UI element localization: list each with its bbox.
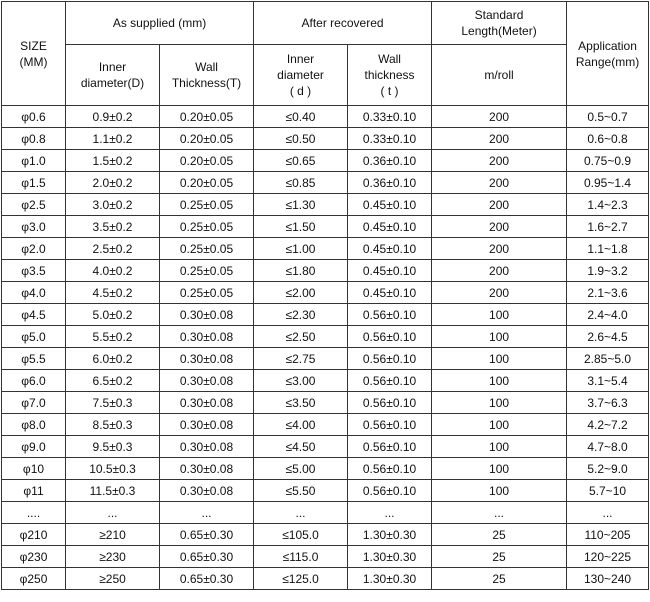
size-cell: φ10 bbox=[2, 458, 66, 480]
wall-thickness-t-cell: 0.45±0.10 bbox=[348, 260, 432, 282]
wall-thickness-t-cell: 0.56±0.10 bbox=[348, 370, 432, 392]
size-cell: φ4.5 bbox=[2, 304, 66, 326]
wall-thickness-t-cell: 0.56±0.10 bbox=[348, 414, 432, 436]
standard-length-cell: 200 bbox=[432, 106, 567, 128]
wall-thickness-t-cell: 0.56±0.10 bbox=[348, 436, 432, 458]
table-row bbox=[2, 524, 649, 546]
inner-diameter-D-cell: 10.5±0.3 bbox=[66, 458, 160, 480]
standard-length-cell: 200 bbox=[432, 216, 567, 238]
inner-diameter-D-cell: 4.0±0.2 bbox=[66, 260, 160, 282]
inner-diameter-d-line3: ( d ) bbox=[289, 84, 312, 98]
standard-length-cell: 25 bbox=[432, 524, 567, 546]
inner-diameter-d-cell: ≤3.00 bbox=[254, 370, 348, 392]
inner-diameter-D-cell: 1.1±0.2 bbox=[66, 128, 160, 150]
wall-thickness-T-cell: 0.20±0.05 bbox=[160, 150, 254, 172]
size-cell: φ3.0 bbox=[2, 216, 66, 238]
application-range-cell: ... bbox=[567, 502, 649, 524]
application-range-cell: 130~240 bbox=[567, 568, 649, 590]
inner-diameter-d-cell: ≤0.50 bbox=[254, 128, 348, 150]
application-range-cell: 1.6~2.7 bbox=[567, 216, 649, 238]
wall-thickness-T-cell: 0.65±0.30 bbox=[160, 546, 254, 568]
standard-length-cell: 100 bbox=[432, 436, 567, 458]
table-row bbox=[2, 392, 649, 414]
table-row bbox=[2, 238, 649, 260]
inner-diameter-D-cell: 9.5±0.3 bbox=[66, 436, 160, 458]
inner-diameter-D-cell: 6.0±0.2 bbox=[66, 348, 160, 370]
wall-thickness-T-cell: 0.65±0.30 bbox=[160, 524, 254, 546]
table-row bbox=[2, 128, 649, 150]
application-range-line2: Range(mm) bbox=[575, 54, 640, 69]
standard-length-cell: 100 bbox=[432, 370, 567, 392]
wall-thickness-T-cell: 0.65±0.30 bbox=[160, 568, 254, 590]
application-range-cell: 110~205 bbox=[567, 524, 649, 546]
table-row bbox=[2, 348, 649, 370]
table-row bbox=[2, 546, 649, 568]
inner-diameter-d-cell: ≤105.0 bbox=[254, 524, 348, 546]
wall-thickness-t-cell: 0.56±0.10 bbox=[348, 458, 432, 480]
size-header-line2: (MM) bbox=[19, 54, 48, 69]
wall-thickness-t-cell: 1.30±0.30 bbox=[348, 546, 432, 568]
wall-thickness-t-cell: 0.45±0.10 bbox=[348, 238, 432, 260]
table-row bbox=[2, 216, 649, 238]
inner-diameter-D-line1: Inner bbox=[98, 60, 127, 74]
wall-thickness-T-cell: 0.30±0.08 bbox=[160, 436, 254, 458]
size-cell: φ7.0 bbox=[2, 392, 66, 414]
application-range-cell: 2.6~4.5 bbox=[567, 326, 649, 348]
application-range-cell: 0.95~1.4 bbox=[567, 172, 649, 194]
inner-diameter-d-cell: ≤125.0 bbox=[254, 568, 348, 590]
application-range-cell: 2.1~3.6 bbox=[567, 282, 649, 304]
standard-length-cell: 200 bbox=[432, 172, 567, 194]
wall-thickness-T-cell: 0.25±0.05 bbox=[160, 216, 254, 238]
wall-thickness-T-cell: 0.25±0.05 bbox=[160, 194, 254, 216]
size-cell: φ4.0 bbox=[2, 282, 66, 304]
inner-diameter-d-cell: ≤3.50 bbox=[254, 392, 348, 414]
wall-thickness-t-cell: 0.45±0.10 bbox=[348, 216, 432, 238]
inner-diameter-d-header bbox=[254, 45, 348, 106]
application-range-cell: 3.1~5.4 bbox=[567, 370, 649, 392]
application-range-cell: 0.6~0.8 bbox=[567, 128, 649, 150]
standard-length-cell: 100 bbox=[432, 348, 567, 370]
table-row bbox=[2, 172, 649, 194]
standard-length-cell: 200 bbox=[432, 150, 567, 172]
wall-thickness-T-line1: Wall bbox=[195, 60, 218, 74]
size-cell: .... bbox=[2, 502, 66, 524]
standard-length-cell: 200 bbox=[432, 260, 567, 282]
inner-diameter-d-cell: ≤1.80 bbox=[254, 260, 348, 282]
after-recovered-header: After recovered bbox=[254, 2, 432, 45]
inner-diameter-D-cell: 7.5±0.3 bbox=[66, 392, 160, 414]
inner-diameter-d-cell: ≤5.50 bbox=[254, 480, 348, 502]
inner-diameter-D-cell: ≥210 bbox=[66, 524, 160, 546]
application-range-cell: 2.85~5.0 bbox=[567, 348, 649, 370]
wall-thickness-t-line3: ( t ) bbox=[380, 84, 399, 98]
standard-length-cell: ... bbox=[432, 502, 567, 524]
application-range-cell: 5.7~10 bbox=[567, 480, 649, 502]
as-supplied-header: As supplied (mm) bbox=[66, 2, 254, 45]
table-row bbox=[2, 326, 649, 348]
standard-length-cell: 100 bbox=[432, 304, 567, 326]
specification-table bbox=[1, 1, 649, 590]
inner-diameter-D-cell: ... bbox=[66, 502, 160, 524]
table-row bbox=[2, 282, 649, 304]
inner-diameter-D-header bbox=[66, 45, 160, 106]
table-row bbox=[2, 436, 649, 458]
inner-diameter-D-cell: 11.5±0.3 bbox=[66, 480, 160, 502]
table-row bbox=[2, 260, 649, 282]
wall-thickness-t-cell: 0.56±0.10 bbox=[348, 348, 432, 370]
size-cell: φ0.6 bbox=[2, 106, 66, 128]
wall-thickness-T-header bbox=[160, 45, 254, 106]
wall-thickness-T-cell: 0.20±0.05 bbox=[160, 106, 254, 128]
application-range-cell: 1.9~3.2 bbox=[567, 260, 649, 282]
inner-diameter-d-cell: ≤4.50 bbox=[254, 436, 348, 458]
inner-diameter-D-cell: 6.5±0.2 bbox=[66, 370, 160, 392]
standard-length-cell: 200 bbox=[432, 238, 567, 260]
inner-diameter-D-cell: ≥250 bbox=[66, 568, 160, 590]
table-row bbox=[2, 568, 649, 590]
table-row bbox=[2, 106, 649, 128]
standard-length-cell: 200 bbox=[432, 282, 567, 304]
size-cell: φ0.8 bbox=[2, 128, 66, 150]
inner-diameter-d-cell: ≤1.50 bbox=[254, 216, 348, 238]
size-cell: φ9.0 bbox=[2, 436, 66, 458]
standard-length-cell: 100 bbox=[432, 414, 567, 436]
size-header bbox=[2, 2, 66, 106]
application-range-cell: 1.4~2.3 bbox=[567, 194, 649, 216]
wall-thickness-t-cell: 0.33±0.10 bbox=[348, 128, 432, 150]
inner-diameter-D-line2: diameter(D) bbox=[80, 76, 145, 90]
application-range-header bbox=[567, 2, 649, 106]
wall-thickness-t-cell: 0.56±0.10 bbox=[348, 480, 432, 502]
inner-diameter-d-cell: ≤1.30 bbox=[254, 194, 348, 216]
standard-length-cell: 200 bbox=[432, 194, 567, 216]
inner-diameter-D-cell: 2.0±0.2 bbox=[66, 172, 160, 194]
wall-thickness-T-cell: 0.30±0.08 bbox=[160, 480, 254, 502]
wall-thickness-T-cell: 0.20±0.05 bbox=[160, 128, 254, 150]
wall-thickness-T-cell: 0.30±0.08 bbox=[160, 370, 254, 392]
wall-thickness-T-cell: 0.30±0.08 bbox=[160, 348, 254, 370]
wall-thickness-t-line2: thickness bbox=[364, 68, 415, 82]
inner-diameter-d-cell: ≤115.0 bbox=[254, 546, 348, 568]
application-range-cell: 3.7~6.3 bbox=[567, 392, 649, 414]
wall-thickness-T-cell: 0.25±0.05 bbox=[160, 260, 254, 282]
inner-diameter-D-cell: 4.5±0.2 bbox=[66, 282, 160, 304]
size-cell: φ2.0 bbox=[2, 238, 66, 260]
unit-header: m/roll bbox=[432, 45, 567, 106]
size-cell: φ1.5 bbox=[2, 172, 66, 194]
standard-length-cell: 100 bbox=[432, 392, 567, 414]
wall-thickness-T-cell: 0.30±0.08 bbox=[160, 392, 254, 414]
application-range-cell: 1.1~1.8 bbox=[567, 238, 649, 260]
size-cell: φ5.5 bbox=[2, 348, 66, 370]
inner-diameter-d-line1: Inner bbox=[286, 52, 315, 66]
standard-length-cell: 100 bbox=[432, 480, 567, 502]
inner-diameter-D-cell: 8.5±0.3 bbox=[66, 414, 160, 436]
standard-length-cell: 25 bbox=[432, 546, 567, 568]
inner-diameter-D-cell: 0.9±0.2 bbox=[66, 106, 160, 128]
standard-length-line2: Length(Meter) bbox=[461, 24, 537, 38]
application-range-cell: 4.7~8.0 bbox=[567, 436, 649, 458]
standard-length-cell: 25 bbox=[432, 568, 567, 590]
wall-thickness-T-cell: 0.30±0.08 bbox=[160, 458, 254, 480]
wall-thickness-t-line1: Wall bbox=[378, 52, 401, 66]
wall-thickness-t-cell: ... bbox=[348, 502, 432, 524]
inner-diameter-D-cell: ≥230 bbox=[66, 546, 160, 568]
size-cell: φ5.0 bbox=[2, 326, 66, 348]
standard-length-cell: 200 bbox=[432, 128, 567, 150]
size-cell: φ11 bbox=[2, 480, 66, 502]
table-row bbox=[2, 480, 649, 502]
wall-thickness-T-cell: 0.30±0.08 bbox=[160, 414, 254, 436]
wall-thickness-t-cell: 0.45±0.10 bbox=[348, 194, 432, 216]
size-cell: φ3.5 bbox=[2, 260, 66, 282]
wall-thickness-t-cell: 0.36±0.10 bbox=[348, 150, 432, 172]
wall-thickness-t-cell: 0.56±0.10 bbox=[348, 326, 432, 348]
wall-thickness-t-cell: 0.33±0.10 bbox=[348, 106, 432, 128]
wall-thickness-T-cell: 0.30±0.08 bbox=[160, 304, 254, 326]
wall-thickness-T-cell: ... bbox=[160, 502, 254, 524]
application-range-line1: Application bbox=[578, 38, 637, 53]
wall-thickness-T-line2: Thickness(T) bbox=[171, 76, 242, 90]
inner-diameter-D-cell: 5.0±0.2 bbox=[66, 304, 160, 326]
inner-diameter-d-cell: ≤2.50 bbox=[254, 326, 348, 348]
table-row bbox=[2, 150, 649, 172]
standard-length-header bbox=[432, 2, 567, 45]
wall-thickness-T-cell: 0.30±0.08 bbox=[160, 326, 254, 348]
size-cell: φ1.0 bbox=[2, 150, 66, 172]
application-range-cell: 0.5~0.7 bbox=[567, 106, 649, 128]
inner-diameter-d-line2: diameter bbox=[277, 68, 324, 82]
application-range-cell: 2.4~4.0 bbox=[567, 304, 649, 326]
inner-diameter-d-cell: ... bbox=[254, 502, 348, 524]
wall-thickness-T-cell: 0.20±0.05 bbox=[160, 172, 254, 194]
size-cell: φ210 bbox=[2, 524, 66, 546]
application-range-cell: 5.2~9.0 bbox=[567, 458, 649, 480]
wall-thickness-T-cell: 0.25±0.05 bbox=[160, 282, 254, 304]
inner-diameter-D-cell: 5.5±0.2 bbox=[66, 326, 160, 348]
table-row bbox=[2, 458, 649, 480]
application-range-cell: 4.2~7.2 bbox=[567, 414, 649, 436]
inner-diameter-d-cell: ≤2.30 bbox=[254, 304, 348, 326]
size-cell: φ6.0 bbox=[2, 370, 66, 392]
wall-thickness-t-header bbox=[348, 45, 432, 106]
table-row-ellipsis bbox=[2, 502, 649, 524]
table-row bbox=[2, 414, 649, 436]
table-row bbox=[2, 304, 649, 326]
table-row bbox=[2, 194, 649, 216]
standard-length-line1: Standard bbox=[474, 8, 524, 22]
size-cell: φ8.0 bbox=[2, 414, 66, 436]
inner-diameter-d-cell: ≤1.00 bbox=[254, 238, 348, 260]
size-cell: φ2.5 bbox=[2, 194, 66, 216]
wall-thickness-t-cell: 0.56±0.10 bbox=[348, 304, 432, 326]
table-row bbox=[2, 370, 649, 392]
application-range-cell: 120~225 bbox=[567, 546, 649, 568]
wall-thickness-t-cell: 1.30±0.30 bbox=[348, 568, 432, 590]
size-cell: φ250 bbox=[2, 568, 66, 590]
inner-diameter-d-cell: ≤2.00 bbox=[254, 282, 348, 304]
wall-thickness-t-cell: 0.45±0.10 bbox=[348, 282, 432, 304]
inner-diameter-d-cell: ≤2.75 bbox=[254, 348, 348, 370]
inner-diameter-D-cell: 1.5±0.2 bbox=[66, 150, 160, 172]
standard-length-cell: 100 bbox=[432, 458, 567, 480]
wall-thickness-T-cell: 0.25±0.05 bbox=[160, 238, 254, 260]
wall-thickness-t-cell: 0.56±0.10 bbox=[348, 392, 432, 414]
inner-diameter-D-cell: 3.0±0.2 bbox=[66, 194, 160, 216]
wall-thickness-t-cell: 1.30±0.30 bbox=[348, 524, 432, 546]
application-range-cell: 0.75~0.9 bbox=[567, 150, 649, 172]
inner-diameter-d-cell: ≤5.00 bbox=[254, 458, 348, 480]
inner-diameter-d-cell: ≤0.65 bbox=[254, 150, 348, 172]
size-header-line1: SIZE bbox=[20, 38, 47, 53]
inner-diameter-d-cell: ≤4.00 bbox=[254, 414, 348, 436]
size-cell: φ230 bbox=[2, 546, 66, 568]
inner-diameter-d-cell: ≤0.40 bbox=[254, 106, 348, 128]
inner-diameter-D-cell: 2.5±0.2 bbox=[66, 238, 160, 260]
inner-diameter-D-cell: 3.5±0.2 bbox=[66, 216, 160, 238]
wall-thickness-t-cell: 0.36±0.10 bbox=[348, 172, 432, 194]
inner-diameter-d-cell: ≤0.85 bbox=[254, 172, 348, 194]
standard-length-cell: 100 bbox=[432, 326, 567, 348]
